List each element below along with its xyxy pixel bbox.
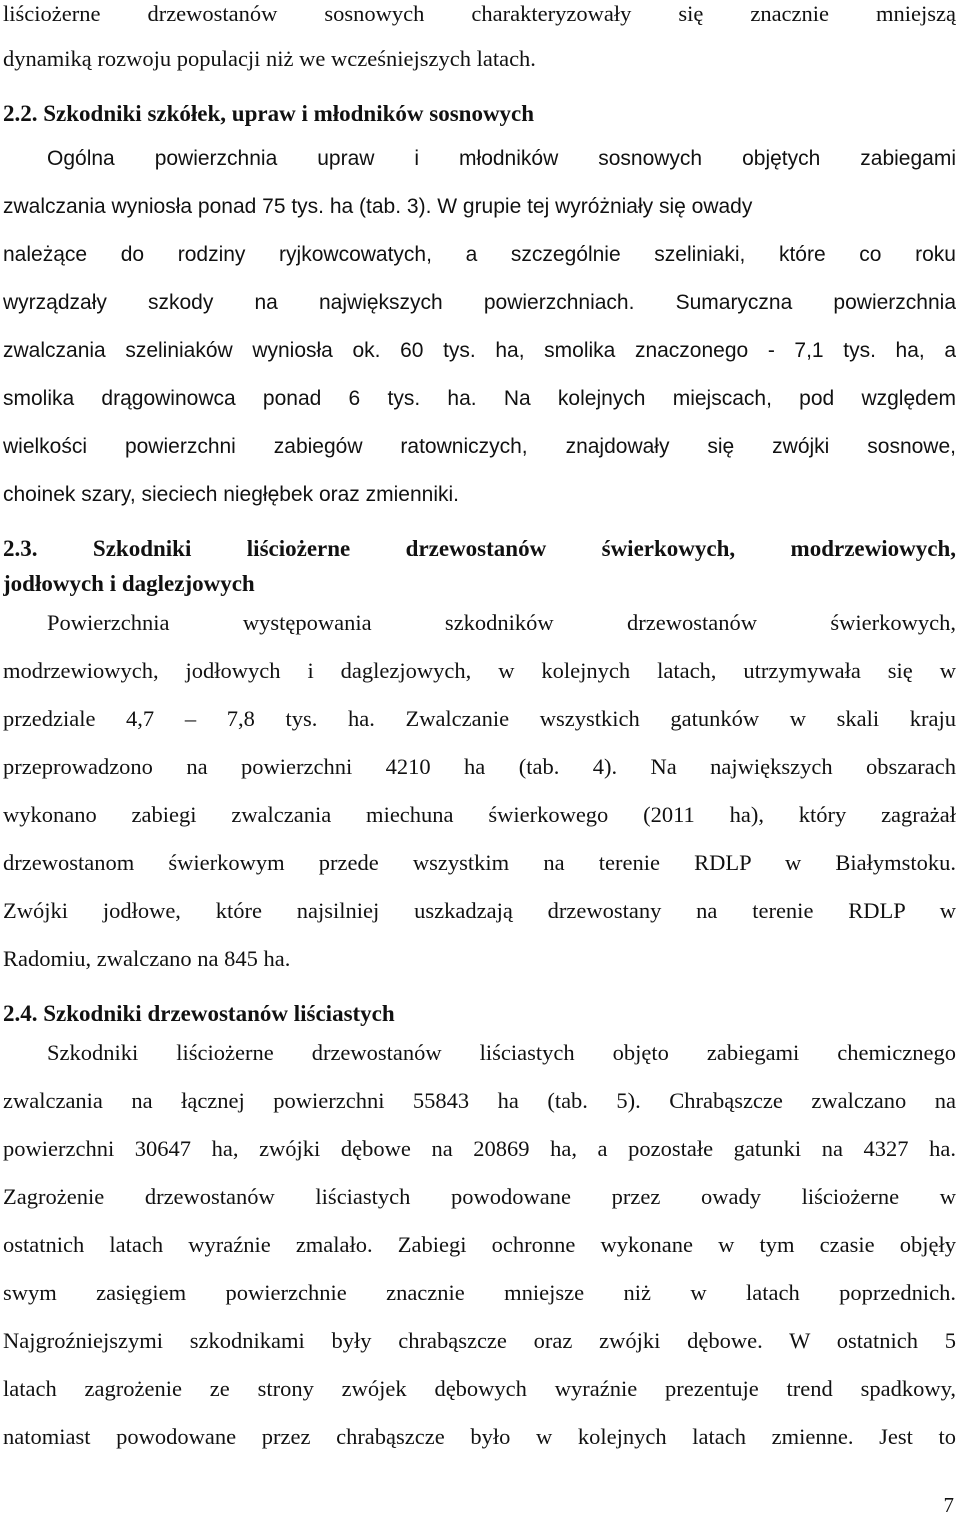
paragraph-line: Najgroźniejszymi szkodnikami były chrabąszcze oraz zwójki dębowe. W ostatnich 5 (3, 1328, 956, 1353)
paragraph-line: drzewostanom świerkowym przede wszystkim na terenie RDLP w Białymstoku. (3, 850, 956, 875)
paragraph-line: Radomiu, zwalczano na 845 ha. (3, 946, 291, 971)
paragraph-line: Zagrożenie drzewostanów liściastych powodowane przez owady liściożerne w (3, 1184, 956, 1209)
paragraph-line: choinek szary, sieciech niegłębek oraz zmienniki. (3, 483, 459, 506)
section-heading-2-3-line1: 2.3. Szkodniki liściożerne drzewostanów świerkowych, modrzewiowych, (3, 536, 956, 561)
paragraph-line: wykonano zabiegi zwalczania miechuna świerkowego (2011 ha), który zagrażał (3, 802, 956, 827)
paragraph-line: Powierzchnia występowania szkodników drzewostanów świerkowych, (47, 610, 956, 635)
paragraph-line: ostatnich latach wyraźnie zmalało. Zabiegi ochronne wykonane w tym czasie objęły (3, 1232, 956, 1257)
section-title: Szkodniki szkółek, upraw i młodników sosnowych (43, 101, 535, 126)
paragraph-line: należące do rodziny ryjkowcowatych, a szczególnie szeliniaki, które co roku (3, 243, 956, 266)
section-number: 2.4. (3, 1001, 38, 1026)
section-heading-2-4 (3, 994, 956, 1034)
paragraph-line: natomiast powodowane przez chrabąszcze było w kolejnych latach zmienne. Jest to (3, 1424, 956, 1449)
paragraph-line: swym zasięgiem powierzchnie znacznie mniejsze niż w latach poprzednich. (3, 1280, 956, 1305)
paragraph-line: Szkodniki liściożerne drzewostanów liściastych objęto zabiegami chemicznego (47, 1040, 956, 1065)
paragraph-line: Ogólna powierzchnia upraw i młodników sosnowych objętych zabiegami (47, 147, 956, 170)
paragraph-line: przedziale 4,7 – 7,8 tys. ha. Zwalczanie wszystkich gatunków w skali kraju (3, 706, 956, 731)
paragraph-line: przeprowadzono na powierzchni 4210 ha (tab. 4). Na największych obszarach (3, 754, 956, 779)
paragraph-line: Zwójki jodłowe, które najsilniej uszkadzają drzewostany na terenie RDLP w (3, 898, 956, 923)
section-heading-2-2 (3, 94, 956, 134)
section-number: 2.2. (3, 101, 38, 126)
paragraph-line: latach zagrożenie ze strony zwójek dębowych wyraźnie prezentuje trend spadkowy, (3, 1376, 956, 1401)
section-heading-2-3-line2: jodłowych i daglezjowych (3, 571, 255, 596)
paragraph-line: dynamiką rozwoju populacji niż we wcześniejszych latach. (3, 46, 536, 71)
paragraph-line: liściożerne drzewostanów sosnowych charakteryzowały się znacznie mniejszą (3, 1, 956, 26)
paragraph-line: zwalczania wyniosła ponad 75 tys. ha (tab. 3). W grupie tej wyróżniały się owady (3, 195, 753, 218)
paragraph-line: wielkości powierzchni zabiegów ratowniczych, znajdowały się zwójki sosnowe, (3, 435, 956, 458)
paragraph-line: zwalczania na łącznej powierzchni 55843 ha (tab. 5). Chrabąszcze zwalczano na (3, 1088, 956, 1113)
page-number: 7 (943, 1493, 954, 1517)
paragraph-line: smolika drągowinowca ponad 6 tys. ha. Na kolejnych miejscach, pod względem (3, 387, 956, 410)
paragraph-line: zwalczania szeliniaków wyniosła ok. 60 tys. ha, smolika znaczonego - 7,1 tys. ha, a (3, 339, 956, 362)
section-title: Szkodniki drzewostanów liściastych (43, 1001, 395, 1026)
paragraph-line: modrzewiowych, jodłowych i daglezjowych, w kolejnych latach, utrzymywała się w (3, 658, 956, 683)
paragraph-line: powierzchni 30647 ha, zwójki dębowe na 20869 ha, a pozostałe gatunki na 4327 ha. (3, 1136, 956, 1161)
paragraph-line: wyrządzały szkody na największych powierzchniach. Sumaryczna powierzchnia (3, 291, 956, 314)
